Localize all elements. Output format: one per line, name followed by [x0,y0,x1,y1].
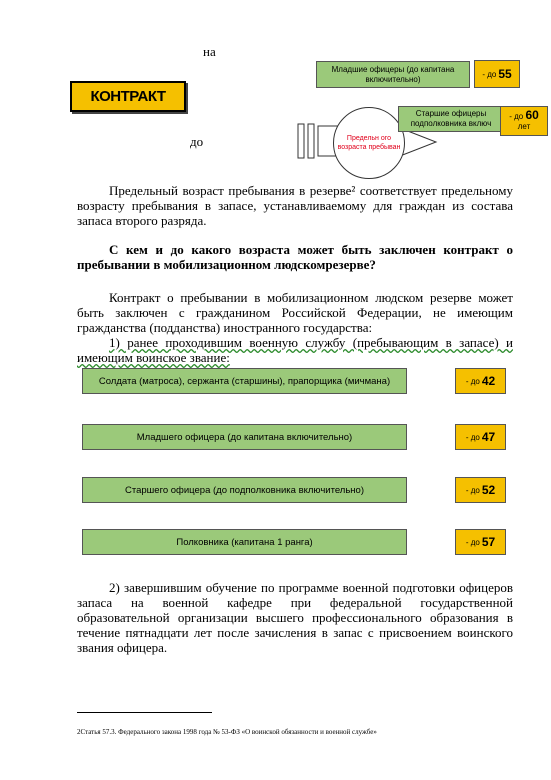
arrow-stripe [308,124,314,158]
age-prefix: - до [465,537,480,547]
arrow-head [400,128,436,156]
paragraph-age-limit: Предельный возраст пребывания в резерве² соответствует предельному возрасту пребывания в запасе, устанавливаемому для граждан из состава запаса второго разряда. [77,183,513,228]
rank-age-box [455,424,506,450]
question-heading: С кем и до какого возраста может быть заключен контракт о пребывании в мобилизационном людскомрезерве? [77,242,513,272]
paragraph-contract: Контракт о пребывании в мобилизационном людском резерве может быть заключен с гражданином Российской Федерации, не имеющим гражданства (подданства) иностранного государства: [77,290,513,335]
age-value: 55 [498,67,512,81]
age-prefix: - до [465,376,480,386]
rank-box-colonel: Полковника (капитана 1 ранга) [82,529,407,555]
rank-box-soldier: Солдата (матроса), сержанта (старшины), прапорщика (мичмана) [82,368,407,394]
footnote: 2Статья 57.3. Федерального закона 1998 года № 53-ФЗ «О воинской обязанности и военной службе» [77,728,377,736]
age-suffix: лет [517,122,531,131]
label-na: на [203,44,216,59]
age-limit-circle: Предельн ого возраста пребыван [333,107,405,179]
label-do: до [190,134,204,149]
senior-officers-age-box [500,106,548,136]
junior-officers-box: Младшие офицеры (до капитана включительно) [316,61,470,88]
rank-box-junior-officer: Младшего офицера (до капитана включительно) [82,424,407,450]
senior-officers-box: Старшие офицеры подполковника включ [398,106,508,132]
item-2: 2) завершившим обучение по программе военной подготовки офицеров запаса на военной кафедре при федеральной государственной образовательной организации высшего профессионального образования в течение пятнадцати лет после зачисления в запас с присвоением воинского звания офицера. [77,580,513,655]
item-1: 1) ранее проходившим военную службу (пребывающим в запасе) и имеющим воинское звание: [77,335,513,365]
rank-age-box [455,529,506,555]
age-prefix: - до [465,485,480,495]
age-value: 60 [525,108,539,122]
age-prefix: - до [482,69,497,79]
age-prefix: - до [509,112,524,121]
rank-box-senior-officer: Старшего офицера (до подполковника включительно) [82,477,407,503]
kontrakt-title: КОНТРАКТ [70,81,186,112]
footnote-separator [77,712,212,713]
age-value: 47 [481,430,496,444]
junior-officers-age-box [474,60,520,88]
age-value: 42 [481,374,496,388]
age-value: 52 [481,483,496,497]
rank-age-box [455,368,506,394]
rank-age-box [455,477,506,503]
arrow-stripe [298,124,304,158]
age-value: 57 [481,535,496,549]
age-prefix: - до [465,432,480,442]
